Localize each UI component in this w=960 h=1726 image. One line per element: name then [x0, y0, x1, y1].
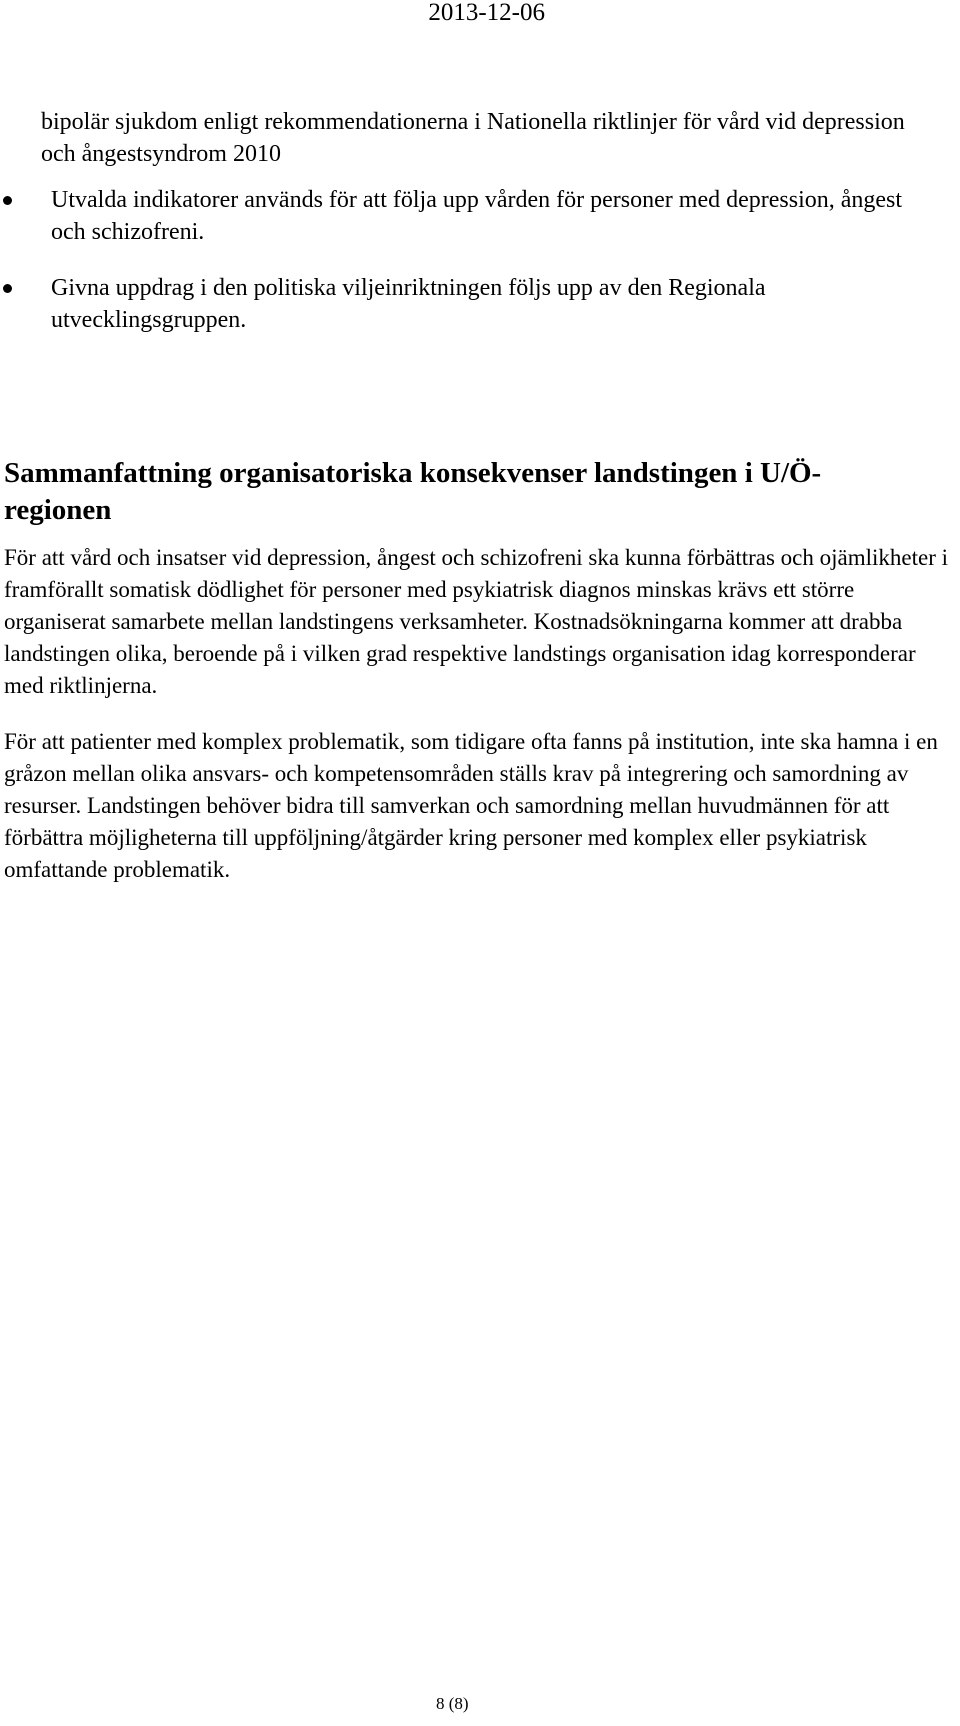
- paragraph: För att patienter med komplex problematik, som tidigare ofta fanns på institution, inte ska hamna i en gråzon mellan olika ansvars- och kompetensområden ställs krav på integrering och samordning av resurser. Landstingen behöver bidra till samverkan och samordning mellan huvudmännen för att förbättra möjligheterna till uppföljning/åtgärder kring personer med komplex eller psykiatrisk omfattande problematik.: [4, 729, 938, 882]
- paragraph: För att vård och insatser vid depression, ångest och schizofreni ska kunna förbättras och ojämlikheter i framförallt somatisk dödlighet för personer med psykiatrisk diagnos minskas krävs ett större organiserat samarbete mellan landstingens verksamheter. Kostnadsökningarna kommer att drabba landstingen olika, beroende på i vilken grad respektive landstings organisation idag korresponderar med riktlinjerna.: [4, 545, 948, 698]
- bullet-text: Utvalda indikatorer används för att följa upp vården för personer med depression, ångest och schizofreni.: [51, 187, 903, 245]
- bullet-icon: [3, 196, 12, 205]
- list-item: [0, 184, 940, 248]
- bullet-text: Givna uppdrag i den politiska viljeinriktningen följs upp av den Regionala utvecklingsgruppen.: [51, 275, 766, 333]
- section-heading: Sammanfattning organisatoriska konsekvenser landstingen i U/Ö-regionen: [4, 457, 822, 526]
- header-date: 2013-12-06: [428, 0, 545, 26]
- bullet-list: [0, 184, 940, 360]
- page-number: 8 (8): [436, 1694, 469, 1713]
- list-item: [0, 272, 940, 336]
- continuation-text: bipolär sjukdom enligt rekommendationerna i Nationella riktlinjer för vård vid depression och ångestsyndrom 2010: [41, 109, 905, 167]
- bullet-icon: [3, 284, 12, 293]
